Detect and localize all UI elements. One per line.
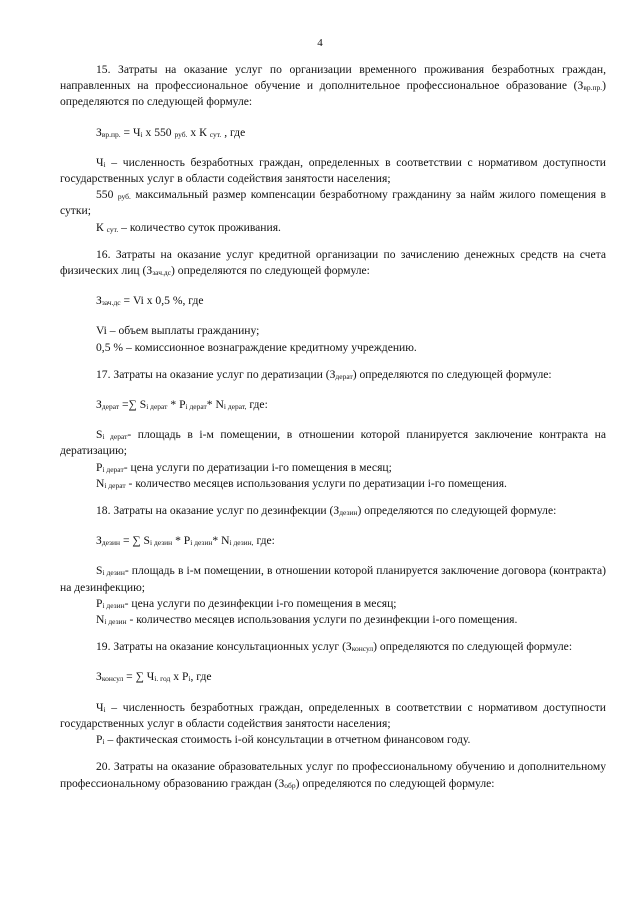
section-18-def-3: $N_{i дезин}$ - количество месяцев использования услуги по дезинфекции i-ого помещения. [96, 613, 518, 627]
section-18-def-1: $S_{i дезин}-$ площадь в i-м помещении, в отношении которой планируется заключение договора (контракта) на дезинфекцию; [60, 564, 606, 594]
section-19-def-2: $P_i$ – фактическая стоимость i-ой консультации в отчетном финансовом году. [96, 733, 471, 747]
section-20-intro: 20. Затраты на оказание образовательных услуг по профессиональному обучению и дополнительному профессиональному образованию граждан $(З_{обр})$ определяются по следующей формуле: [60, 760, 606, 790]
section-17-def-3: $N_{i дерат}$ - количество месяцев использования услуги по дератизации i-го помещения. [96, 476, 507, 490]
section-16-def-2: 0,5 % – комиссионное вознаграждение кредитному учреждению. [96, 340, 417, 354]
section-17-def-1: $S_{i дерат}-$ площадь в i-м помещении, в отношении которой планируется заключение контракта на дератизацию; [60, 428, 606, 458]
section-19-intro: 19. Затраты на оказание консультационных услуг $(З_{консул})$ определяются по следующей формуле: [96, 640, 573, 654]
section-19-def-1: $Ч_i$ – численность безработных граждан, определенных в соответствии с нормативом доступности государственных услуг в области содействия занятости населения; [60, 700, 606, 730]
formula-15: $З_{вр.пр.} = Ч_i$ x 550 $_{руб.}$ x К $_{сут.}$ , где [96, 125, 246, 139]
section-15-def-3: К $_{сут.}$ – количество суток проживания. [96, 220, 281, 234]
formula-18: $З_{дезин}$ = ∑ $S_{i дезин} * P_{i дезин}*$ $N_{i дезин,}$ где: [96, 534, 275, 548]
section-16-def-1: Vi – объем выплаты гражданину; [96, 324, 260, 338]
section-17-def-2: $P_{i дерат}-$ цена услуги по дератизации i-го помещения в месяц; [96, 460, 392, 474]
section-15-def-1: $Ч_i$ – численность безработных граждан, определенных в соответствии с нормативом доступности государственных услуг в области содействия занятости населения; [60, 155, 606, 186]
formula-17: $З_{дерат}$ =∑ $S_{i дерат} * P_{i дерат}*$ $N_{i дерат,}$ где: [96, 398, 268, 412]
section-15-def-2: 550 $_{руб.}$ максимальный размер компенсации безработному гражданину за найм жилого помещения в сутки; [60, 188, 606, 218]
page-number: 4 [317, 37, 323, 49]
formula-16: $З_{зач.дс} = Vi$ x 0,5 %, где [96, 294, 204, 308]
section-16-intro: 16. Затраты на оказание услуг кредитной организации по зачислению денежных средств на счета физических лиц $(З_{зач.дс})$ определяются по следующей формуле: [60, 247, 606, 278]
section-17-intro: 17. Затраты на оказание услуг по дератизации $(З_{дерат})$ определяются по следующей формуле: [96, 367, 552, 381]
section-18-def-2: $P_{i дезин}-$ цена услуги по дезинфекции i-го помещения в месяц; [96, 596, 397, 610]
formula-19: $З_{консул}$ = ∑ $Ч_{i. год}$ x $P_i$, где [96, 670, 212, 684]
section-18-intro: 18. Затраты на оказание услуг по дезинфекции $(З_{дезин})$ определяются по следующей формуле: [96, 504, 557, 518]
section-15-intro: 15. Затраты на оказание услуг по организации временного проживания безработных граждан, направленных на профессиональное обучение и дополнительное профессиональное образование $(З_{вр.пр.})$ определяются по следующей формуле: [60, 63, 606, 109]
page-content [60, 62, 606, 792]
